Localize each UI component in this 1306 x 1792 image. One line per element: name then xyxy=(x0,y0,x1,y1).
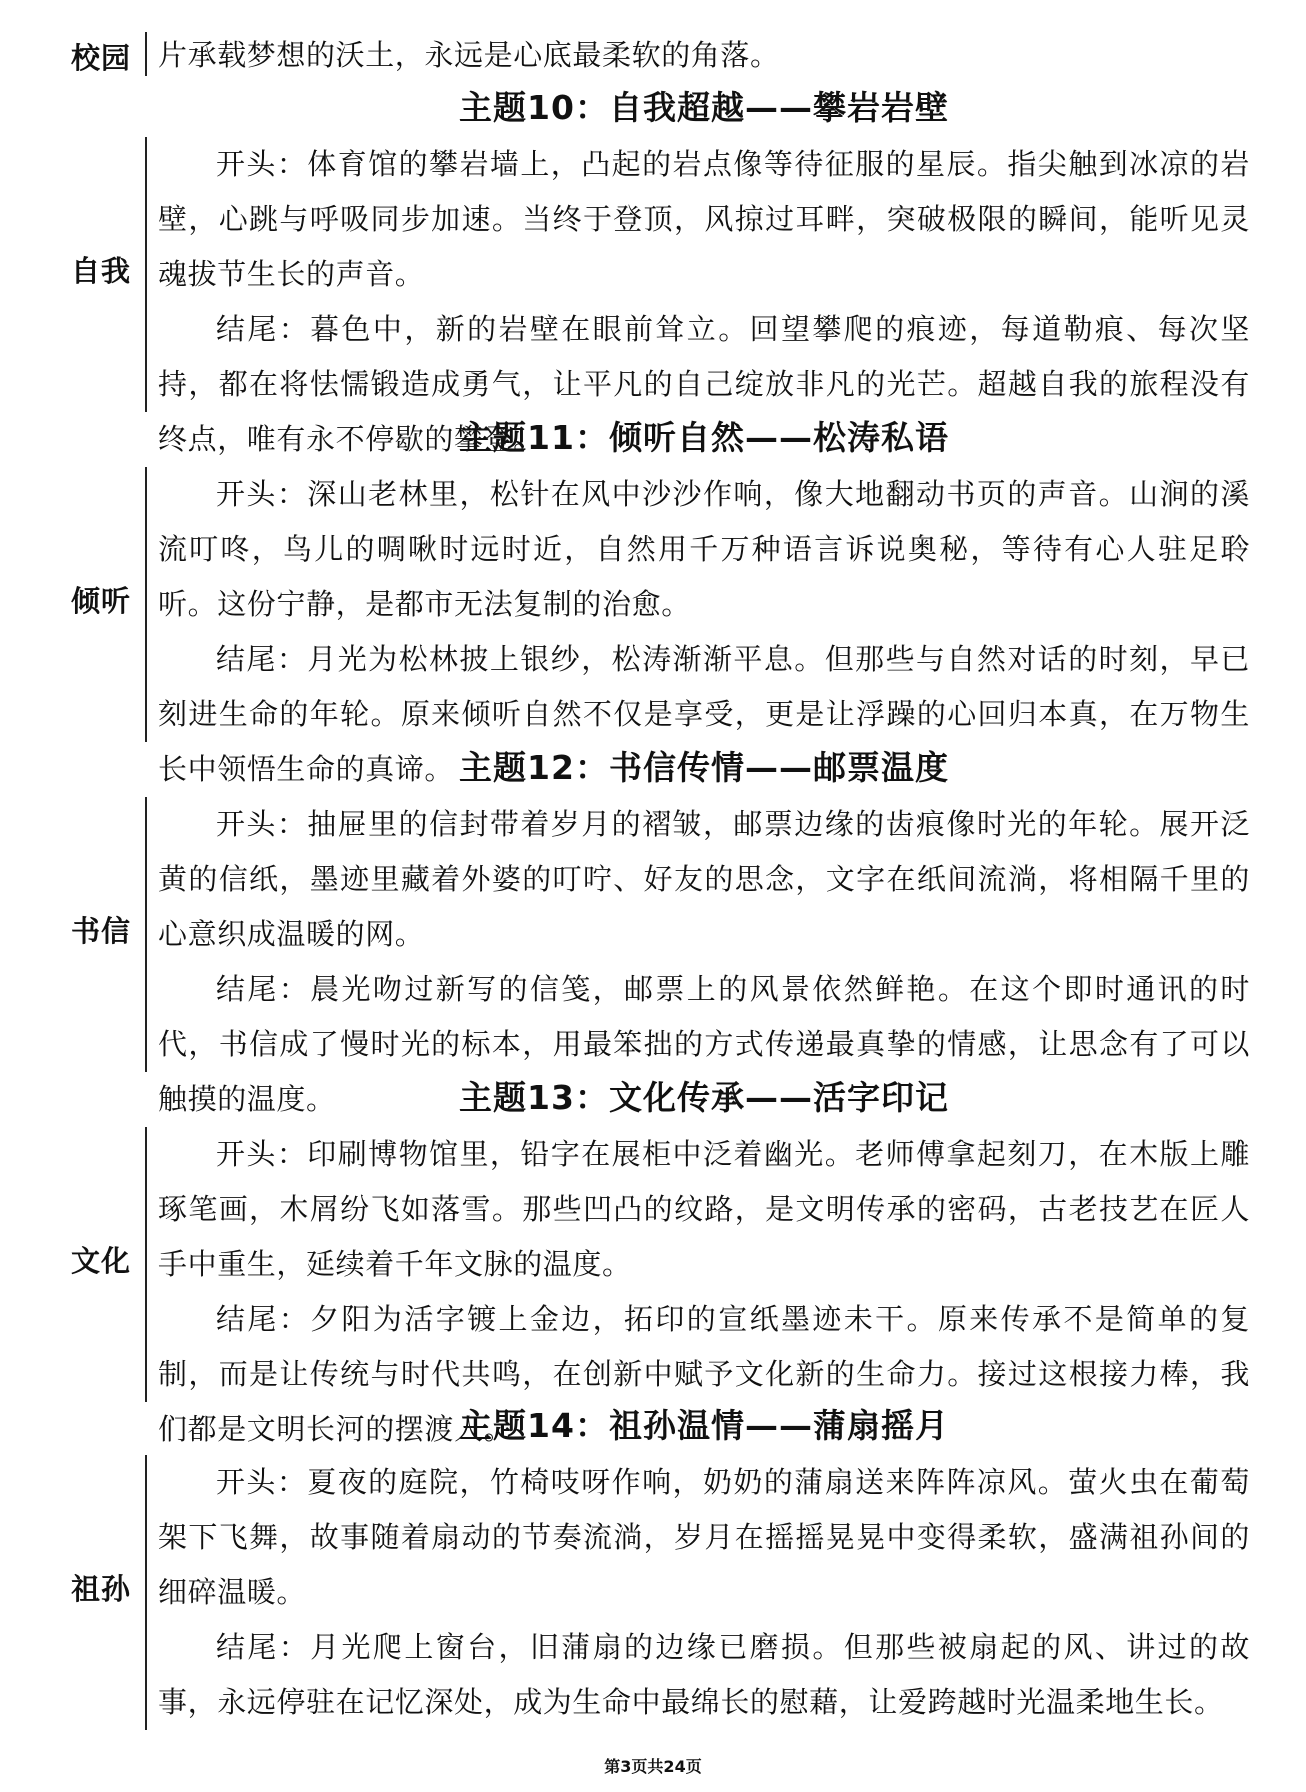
section-label: 祖孙 xyxy=(70,1572,131,1606)
section-campus xyxy=(0,28,1306,80)
section-divider-line xyxy=(145,1455,147,1730)
section-body xyxy=(158,28,1250,83)
topic-section xyxy=(0,1455,1306,1730)
section-label: 倾听 xyxy=(70,584,131,618)
ending-paragraph: 结尾：夕阳为活字镀上金边，拓印的宣纸墨迹未干。原来传承不是简单的复制，而是让传统与时代共鸣，在创新中赋予文化新的生命力。接过这根接力棒，我们都是文明长河的摆渡人。 xyxy=(158,1302,1250,1446)
opening-paragraph: 开头：抽屉里的信封带着岁月的褶皱，邮票边缘的齿痕像时光的年轮。展开泛黄的信纸，墨迹里藏着外婆的叮咛、好友的思念，文字在纸间流淌，将相隔千里的心意织成温暖的网。 xyxy=(158,807,1250,951)
section-label: 书信 xyxy=(70,914,131,948)
opening-paragraph: 开头：印刷博物馆里，铅字在展柜中泛着幽光。老师傅拿起刻刀，在木版上雕琢笔画，木屑纷飞如落雪。那些凹凸的纹路，是文明传承的密码，古老技艺在匠人手中重生，延续着千年文脉的温度。 xyxy=(158,1137,1250,1281)
topic-title: 主题14：祖孙温情——蒲扇摇月 xyxy=(459,1406,949,1445)
section-divider-line xyxy=(145,32,147,76)
paragraph-continuation: 片承载梦想的沃土，永远是心底最柔软的角落。 xyxy=(158,38,780,72)
topic-title: 主题11：倾听自然——松涛私语 xyxy=(459,418,949,457)
page-number: 第3页共24页 xyxy=(604,1757,702,1776)
ending-paragraph: 结尾：晨光吻过新写的信笺，邮票上的风景依然鲜艳。在这个即时通讯的时代，书信成了慢时光的标本，用最笨拙的方式传递最真挚的情感，让思念有了可以触摸的温度。 xyxy=(158,972,1250,1116)
section-divider-line xyxy=(145,797,147,1072)
section-divider-line xyxy=(145,1127,147,1402)
topic-title: 主题12：书信传情——邮票温度 xyxy=(459,748,949,787)
topic-title: 主题10：自我超越——攀岩岩壁 xyxy=(459,88,949,127)
section-label: 自我 xyxy=(70,254,131,288)
section-divider-line xyxy=(145,137,147,412)
section-body xyxy=(158,1455,1250,1730)
section-label: 文化 xyxy=(70,1244,131,1278)
section-label: 校园 xyxy=(70,41,131,75)
opening-paragraph: 开头：深山老林里，松针在风中沙沙作响，像大地翻动书页的声音。山涧的溪流叮咚，鸟儿的啁啾时远时近，自然用千万种语言诉说奥秘，等待有心人驻足聆听。这份宁静，是都市无法复制的治愈。 xyxy=(158,477,1250,621)
ending-paragraph: 结尾：月光为松林披上银纱，松涛渐渐平息。但那些与自然对话的时刻，早已刻进生命的年轮。原来倾听自然不仅是享受，更是让浮躁的心回归本真，在万物生长中领悟生命的真谛。 xyxy=(158,642,1250,786)
opening-paragraph: 开头：夏夜的庭院，竹椅吱呀作响，奶奶的蒲扇送来阵阵凉风。萤火虫在葡萄架下飞舞，故事随着扇动的节奏流淌，岁月在摇摇晃晃中变得柔软，盛满祖孙间的细碎温暖。 xyxy=(158,1465,1250,1609)
topic-title: 主题13：文化传承——活字印记 xyxy=(459,1078,949,1117)
ending-paragraph: 结尾：暮色中，新的岩壁在眼前耸立。回望攀爬的痕迹，每道勒痕、每次坚持，都在将怯懦锻造成勇气，让平凡的自己绽放非凡的光芒。超越自我的旅程没有终点，唯有永不停歇的攀登。 xyxy=(158,312,1250,456)
ending-paragraph: 结尾：月光爬上窗台，旧蒲扇的边缘已磨损。但那些被扇起的风、讲过的故事，永远停驻在记忆深处，成为生命中最绵长的慰藉，让爱跨越时光温柔地生长。 xyxy=(158,1630,1250,1719)
opening-paragraph: 开头：体育馆的攀岩墙上，凸起的岩点像等待征服的星辰。指尖触到冰凉的岩壁，心跳与呼吸同步加速。当终于登顶，风掠过耳畔，突破极限的瞬间，能听见灵魂拔节生长的声音。 xyxy=(158,147,1250,291)
section-divider-line xyxy=(145,467,147,742)
